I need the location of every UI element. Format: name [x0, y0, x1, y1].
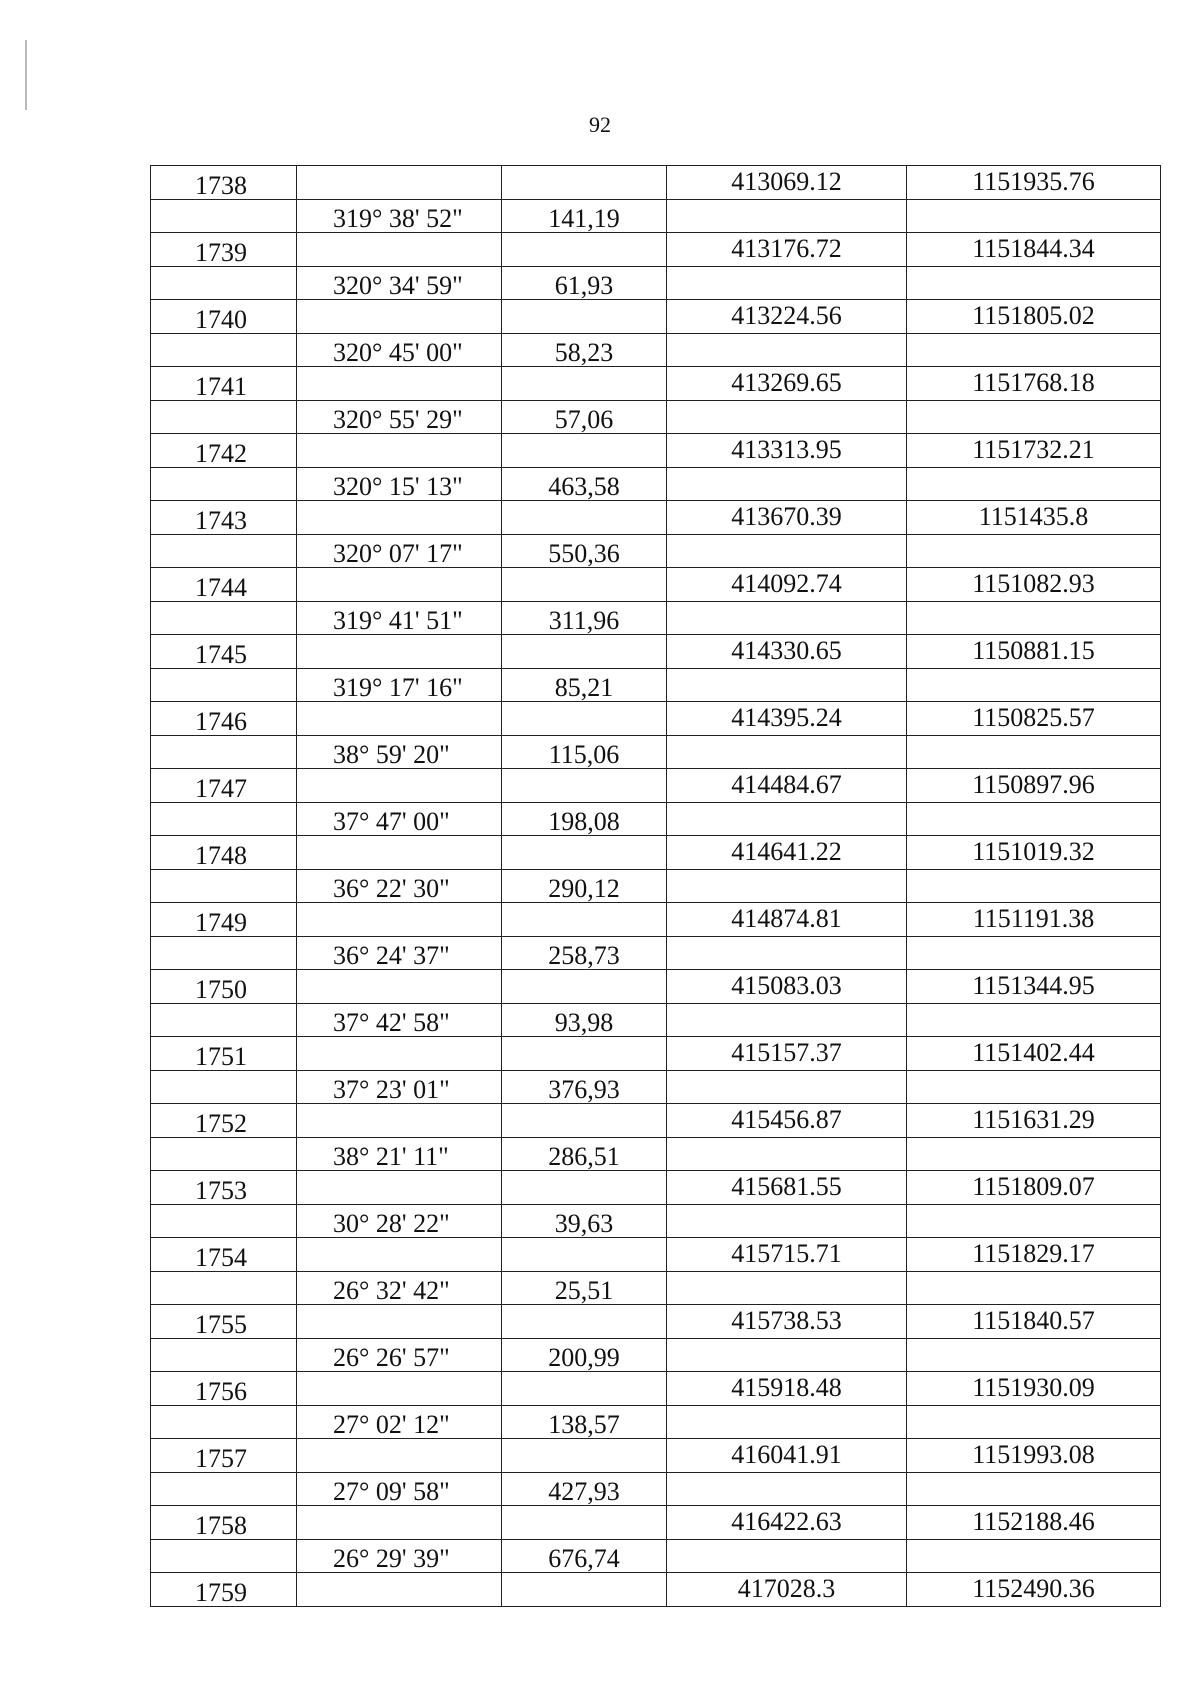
table-row — [151, 836, 1161, 870]
direction-angle-cell — [297, 1238, 502, 1272]
y-coordinate-cell: 1151993.08 — [907, 1439, 1161, 1473]
y-coordinate-cell — [907, 936, 1161, 970]
direction-angle-cell — [297, 367, 502, 401]
point-number-cell: 1743 — [151, 501, 297, 535]
direction-angle-cell: 36° 22' 30" — [297, 869, 502, 903]
point-number-cell — [151, 601, 297, 635]
x-coordinate-cell: 415681.55 — [667, 1171, 907, 1205]
table-row — [151, 1573, 1161, 1607]
point-number-cell: 1739 — [151, 233, 297, 267]
distance-cell — [502, 568, 667, 602]
x-coordinate-cell — [667, 199, 907, 233]
x-coordinate-cell: 416422.63 — [667, 1506, 907, 1540]
table-row — [151, 1137, 1161, 1171]
distance-cell: 286,51 — [502, 1137, 667, 1171]
distance-cell: 258,73 — [502, 936, 667, 970]
table-row — [151, 534, 1161, 568]
point-number-cell: 1752 — [151, 1104, 297, 1138]
y-coordinate-cell: 1151768.18 — [907, 367, 1161, 401]
point-number-cell — [151, 1137, 297, 1171]
x-coordinate-cell — [667, 467, 907, 501]
direction-angle-cell — [297, 1506, 502, 1540]
coordinates-table-body — [151, 166, 1161, 1607]
table-row — [151, 333, 1161, 367]
y-coordinate-cell: 1151930.09 — [907, 1372, 1161, 1406]
distance-cell — [502, 367, 667, 401]
direction-angle-cell — [297, 1037, 502, 1071]
point-number-cell — [151, 400, 297, 434]
y-coordinate-cell: 1151435.8 — [907, 501, 1161, 535]
direction-angle-cell: 27° 02' 12" — [297, 1405, 502, 1439]
direction-angle-cell — [297, 1439, 502, 1473]
table-row — [151, 936, 1161, 970]
distance-cell: 85,21 — [502, 668, 667, 702]
x-coordinate-cell: 416041.91 — [667, 1439, 907, 1473]
y-coordinate-cell: 1151935.76 — [907, 166, 1161, 200]
distance-cell: 141,19 — [502, 199, 667, 233]
x-coordinate-cell: 415715.71 — [667, 1238, 907, 1272]
point-number-cell: 1748 — [151, 836, 297, 870]
table-row — [151, 501, 1161, 535]
x-coordinate-cell: 414641.22 — [667, 836, 907, 870]
direction-angle-cell: 27° 09' 58" — [297, 1472, 502, 1506]
distance-cell — [502, 1506, 667, 1540]
direction-angle-cell — [297, 1171, 502, 1205]
point-number-cell — [151, 1070, 297, 1104]
direction-angle-cell: 320° 34' 59" — [297, 266, 502, 300]
point-number-cell: 1754 — [151, 1238, 297, 1272]
y-coordinate-cell: 1151191.38 — [907, 903, 1161, 937]
distance-cell: 25,51 — [502, 1271, 667, 1305]
direction-angle-cell: 26° 32' 42" — [297, 1271, 502, 1305]
point-number-cell: 1758 — [151, 1506, 297, 1540]
point-number-cell — [151, 199, 297, 233]
point-number-cell: 1757 — [151, 1439, 297, 1473]
distance-cell: 427,93 — [502, 1472, 667, 1506]
y-coordinate-cell — [907, 601, 1161, 635]
point-number-cell — [151, 266, 297, 300]
distance-cell: 39,63 — [502, 1204, 667, 1238]
table-row — [151, 1238, 1161, 1272]
table-row — [151, 1539, 1161, 1573]
table-row — [151, 1003, 1161, 1037]
table-row — [151, 601, 1161, 635]
distance-cell — [502, 970, 667, 1004]
x-coordinate-cell: 415918.48 — [667, 1372, 907, 1406]
x-coordinate-cell: 413670.39 — [667, 501, 907, 535]
distance-cell — [502, 166, 667, 200]
direction-angle-cell — [297, 300, 502, 334]
point-number-cell: 1741 — [151, 367, 297, 401]
point-number-cell — [151, 467, 297, 501]
distance-cell: 200,99 — [502, 1338, 667, 1372]
x-coordinate-cell — [667, 1338, 907, 1372]
x-coordinate-cell — [667, 1271, 907, 1305]
y-coordinate-cell — [907, 1137, 1161, 1171]
x-coordinate-cell: 415456.87 — [667, 1104, 907, 1138]
x-coordinate-cell — [667, 1003, 907, 1037]
direction-angle-cell — [297, 903, 502, 937]
direction-angle-cell: 320° 15' 13" — [297, 467, 502, 501]
direction-angle-cell: 37° 47' 00" — [297, 802, 502, 836]
direction-angle-cell: 30° 28' 22" — [297, 1204, 502, 1238]
table-row — [151, 802, 1161, 836]
x-coordinate-cell — [667, 1539, 907, 1573]
table-row — [151, 1104, 1161, 1138]
table-row — [151, 769, 1161, 803]
y-coordinate-cell — [907, 1472, 1161, 1506]
x-coordinate-cell — [667, 668, 907, 702]
point-number-cell — [151, 1472, 297, 1506]
direction-angle-cell — [297, 635, 502, 669]
distance-cell — [502, 1372, 667, 1406]
table-row — [151, 266, 1161, 300]
point-number-cell — [151, 1338, 297, 1372]
x-coordinate-cell — [667, 1405, 907, 1439]
distance-cell — [502, 1439, 667, 1473]
distance-cell: 311,96 — [502, 601, 667, 635]
table-row — [151, 367, 1161, 401]
y-coordinate-cell — [907, 1405, 1161, 1439]
point-number-cell — [151, 735, 297, 769]
x-coordinate-cell: 413313.95 — [667, 434, 907, 468]
x-coordinate-cell — [667, 936, 907, 970]
y-coordinate-cell: 1151019.32 — [907, 836, 1161, 870]
direction-angle-cell — [297, 1573, 502, 1607]
y-coordinate-cell: 1151732.21 — [907, 434, 1161, 468]
point-number-cell: 1746 — [151, 702, 297, 736]
y-coordinate-cell: 1150897.96 — [907, 769, 1161, 803]
point-number-cell: 1740 — [151, 300, 297, 334]
y-coordinate-cell: 1150825.57 — [907, 702, 1161, 736]
y-coordinate-cell — [907, 534, 1161, 568]
x-coordinate-cell — [667, 1137, 907, 1171]
point-number-cell: 1759 — [151, 1573, 297, 1607]
scan-margin-mark — [25, 40, 27, 110]
distance-cell: 138,57 — [502, 1405, 667, 1439]
direction-angle-cell — [297, 836, 502, 870]
table-row — [151, 199, 1161, 233]
direction-angle-cell — [297, 769, 502, 803]
table-row — [151, 702, 1161, 736]
y-coordinate-cell — [907, 668, 1161, 702]
x-coordinate-cell — [667, 333, 907, 367]
y-coordinate-cell: 1151344.95 — [907, 970, 1161, 1004]
table-row — [151, 1439, 1161, 1473]
distance-cell — [502, 769, 667, 803]
point-number-cell: 1750 — [151, 970, 297, 1004]
point-number-cell: 1745 — [151, 635, 297, 669]
y-coordinate-cell: 1151082.93 — [907, 568, 1161, 602]
distance-cell: 198,08 — [502, 802, 667, 836]
direction-angle-cell: 319° 38' 52" — [297, 199, 502, 233]
direction-angle-cell: 36° 24' 37" — [297, 936, 502, 970]
distance-cell — [502, 1037, 667, 1071]
x-coordinate-cell: 415157.37 — [667, 1037, 907, 1071]
x-coordinate-cell — [667, 1204, 907, 1238]
x-coordinate-cell: 414395.24 — [667, 702, 907, 736]
table-row — [151, 1171, 1161, 1205]
table-row — [151, 1372, 1161, 1406]
distance-cell — [502, 1104, 667, 1138]
table-row — [151, 568, 1161, 602]
distance-cell — [502, 836, 667, 870]
x-coordinate-cell — [667, 1472, 907, 1506]
y-coordinate-cell: 1150881.15 — [907, 635, 1161, 669]
y-coordinate-cell: 1151809.07 — [907, 1171, 1161, 1205]
table-row — [151, 869, 1161, 903]
y-coordinate-cell — [907, 1070, 1161, 1104]
table-row — [151, 1037, 1161, 1071]
y-coordinate-cell — [907, 735, 1161, 769]
table-row — [151, 1472, 1161, 1506]
distance-cell — [502, 233, 667, 267]
table-row — [151, 1506, 1161, 1540]
table-row — [151, 166, 1161, 200]
point-number-cell: 1756 — [151, 1372, 297, 1406]
direction-angle-cell — [297, 1104, 502, 1138]
x-coordinate-cell: 414484.67 — [667, 769, 907, 803]
direction-angle-cell: 320° 55' 29" — [297, 400, 502, 434]
x-coordinate-cell: 414092.74 — [667, 568, 907, 602]
distance-cell: 61,93 — [502, 266, 667, 300]
distance-cell — [502, 1305, 667, 1339]
distance-cell: 550,36 — [502, 534, 667, 568]
y-coordinate-cell — [907, 1204, 1161, 1238]
distance-cell — [502, 501, 667, 535]
distance-cell: 93,98 — [502, 1003, 667, 1037]
table-row — [151, 233, 1161, 267]
x-coordinate-cell — [667, 869, 907, 903]
y-coordinate-cell: 1151844.34 — [907, 233, 1161, 267]
table-row — [151, 668, 1161, 702]
table-row — [151, 467, 1161, 501]
y-coordinate-cell — [907, 1338, 1161, 1372]
direction-angle-cell — [297, 702, 502, 736]
x-coordinate-cell: 414874.81 — [667, 903, 907, 937]
table-row — [151, 635, 1161, 669]
y-coordinate-cell — [907, 400, 1161, 434]
distance-cell — [502, 300, 667, 334]
point-number-cell: 1751 — [151, 1037, 297, 1071]
table-row — [151, 300, 1161, 334]
distance-cell: 463,58 — [502, 467, 667, 501]
x-coordinate-cell — [667, 266, 907, 300]
x-coordinate-cell: 413224.56 — [667, 300, 907, 334]
direction-angle-cell — [297, 970, 502, 1004]
y-coordinate-cell — [907, 802, 1161, 836]
y-coordinate-cell: 1152188.46 — [907, 1506, 1161, 1540]
distance-cell: 57,06 — [502, 400, 667, 434]
distance-cell — [502, 903, 667, 937]
point-number-cell: 1749 — [151, 903, 297, 937]
table-row — [151, 434, 1161, 468]
direction-angle-cell: 319° 17' 16" — [297, 668, 502, 702]
table-row — [151, 735, 1161, 769]
distance-cell: 115,06 — [502, 735, 667, 769]
distance-cell: 676,74 — [502, 1539, 667, 1573]
direction-angle-cell: 37° 42' 58" — [297, 1003, 502, 1037]
direction-angle-cell: 320° 45' 00" — [297, 333, 502, 367]
x-coordinate-cell — [667, 735, 907, 769]
x-coordinate-cell — [667, 400, 907, 434]
direction-angle-cell — [297, 1372, 502, 1406]
y-coordinate-cell — [907, 1539, 1161, 1573]
page-number: 92 — [589, 112, 611, 137]
direction-angle-cell: 38° 59' 20" — [297, 735, 502, 769]
x-coordinate-cell: 417028.3 — [667, 1573, 907, 1607]
y-coordinate-cell — [907, 333, 1161, 367]
point-number-cell — [151, 1271, 297, 1305]
y-coordinate-cell — [907, 1003, 1161, 1037]
direction-angle-cell: 37° 23' 01" — [297, 1070, 502, 1104]
direction-angle-cell: 320° 07' 17" — [297, 534, 502, 568]
coordinates-table — [150, 165, 1161, 1607]
direction-angle-cell — [297, 166, 502, 200]
point-number-cell — [151, 333, 297, 367]
x-coordinate-cell — [667, 534, 907, 568]
y-coordinate-cell — [907, 467, 1161, 501]
table-row — [151, 970, 1161, 1004]
point-number-cell: 1738 — [151, 166, 297, 200]
x-coordinate-cell: 415738.53 — [667, 1305, 907, 1339]
table-row — [151, 1070, 1161, 1104]
direction-angle-cell — [297, 568, 502, 602]
table-row — [151, 1271, 1161, 1305]
distance-cell — [502, 702, 667, 736]
point-number-cell: 1755 — [151, 1305, 297, 1339]
x-coordinate-cell — [667, 802, 907, 836]
point-number-cell: 1744 — [151, 568, 297, 602]
table-row — [151, 903, 1161, 937]
distance-cell — [502, 1238, 667, 1272]
point-number-cell — [151, 1539, 297, 1573]
direction-angle-cell: 26° 29' 39" — [297, 1539, 502, 1573]
table-row — [151, 400, 1161, 434]
distance-cell — [502, 1171, 667, 1205]
y-coordinate-cell: 1152490.36 — [907, 1573, 1161, 1607]
point-number-cell: 1753 — [151, 1171, 297, 1205]
y-coordinate-cell: 1151631.29 — [907, 1104, 1161, 1138]
direction-angle-cell — [297, 233, 502, 267]
direction-angle-cell: 38° 21' 11" — [297, 1137, 502, 1171]
point-number-cell — [151, 668, 297, 702]
direction-angle-cell: 26° 26' 57" — [297, 1338, 502, 1372]
point-number-cell — [151, 802, 297, 836]
x-coordinate-cell: 414330.65 — [667, 635, 907, 669]
point-number-cell — [151, 1204, 297, 1238]
point-number-cell: 1747 — [151, 769, 297, 803]
table-row — [151, 1305, 1161, 1339]
y-coordinate-cell: 1151829.17 — [907, 1238, 1161, 1272]
table-row — [151, 1204, 1161, 1238]
distance-cell — [502, 635, 667, 669]
point-number-cell — [151, 1405, 297, 1439]
y-coordinate-cell: 1151840.57 — [907, 1305, 1161, 1339]
distance-cell: 58,23 — [502, 333, 667, 367]
distance-cell: 290,12 — [502, 869, 667, 903]
x-coordinate-cell — [667, 601, 907, 635]
y-coordinate-cell — [907, 199, 1161, 233]
distance-cell — [502, 1573, 667, 1607]
point-number-cell: 1742 — [151, 434, 297, 468]
x-coordinate-cell: 413269.65 — [667, 367, 907, 401]
y-coordinate-cell: 1151805.02 — [907, 300, 1161, 334]
y-coordinate-cell — [907, 869, 1161, 903]
direction-angle-cell: 319° 41' 51" — [297, 601, 502, 635]
point-number-cell — [151, 936, 297, 970]
distance-cell: 376,93 — [502, 1070, 667, 1104]
y-coordinate-cell: 1151402.44 — [907, 1037, 1161, 1071]
x-coordinate-cell — [667, 1070, 907, 1104]
point-number-cell — [151, 534, 297, 568]
x-coordinate-cell: 415083.03 — [667, 970, 907, 1004]
y-coordinate-cell — [907, 1271, 1161, 1305]
direction-angle-cell — [297, 434, 502, 468]
table-row — [151, 1405, 1161, 1439]
direction-angle-cell — [297, 501, 502, 535]
x-coordinate-cell: 413176.72 — [667, 233, 907, 267]
distance-cell — [502, 434, 667, 468]
point-number-cell — [151, 869, 297, 903]
x-coordinate-cell: 413069.12 — [667, 166, 907, 200]
direction-angle-cell — [297, 1305, 502, 1339]
y-coordinate-cell — [907, 266, 1161, 300]
table-row — [151, 1338, 1161, 1372]
point-number-cell — [151, 1003, 297, 1037]
